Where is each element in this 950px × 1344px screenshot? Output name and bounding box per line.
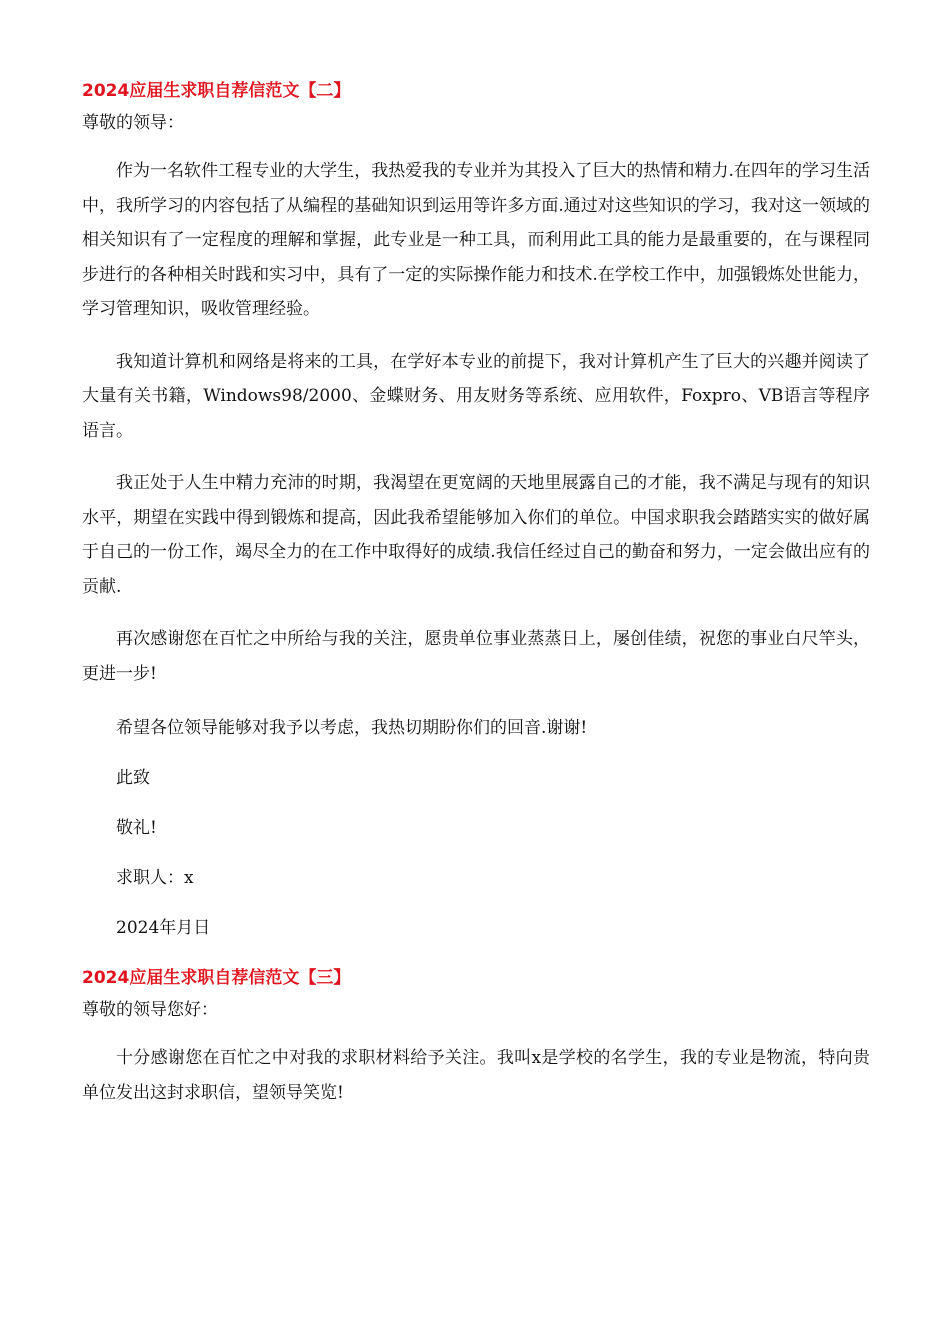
closing-line: 希望各位领导能够对我予以考虑，我热切期盼你们的回音.谢谢!	[116, 718, 588, 738]
date-line: 2024年月日	[116, 918, 211, 938]
closing-line: 敬礼!	[116, 818, 157, 838]
body-paragraph: 我正处于人生中精力充沛的时期，我渴望在更宽阔的天地里展露自己的才能，我不满足与现有的知识水平，期望在实践中得到锻炼和提高，因此我希望能够加入你们的单位。中国求职我会踏踏实实的做好属于自己的一份工作，竭尽全力的在工作中取得好的成绩.我信任经过自己的勤奋和努力，一定会做出应有的贡献.	[82, 473, 870, 597]
body-paragraph: 作为一名软件工程专业的大学生，我热爱我的专业并为其投入了巨大的热情和精力.在四年的学习生活中，我所学习的内容包括了从编程的基础知识到运用等许多方面.通过对这些知识的学习，我对这一领域的相关知识有了一定程度的理解和掌握，此专业是一种工具，而利用此工具的能力是最重要的，在与课程同步进行的各种相关时践和实习中，具有了一定的实际操作能力和技术.在学校工作中，加强锻炼处世能力，学习管理知识，吸收管理经验。	[82, 161, 870, 319]
document-page	[82, 78, 870, 1110]
section-heading: 2024应届生求职自荐信范文【二】	[82, 81, 351, 101]
salutation: 尊敬的领导您好：	[82, 1000, 218, 1020]
body-paragraph: 十分感谢您在百忙之中对我的求职材料给予关注。我叫x是学校的名学生，我的专业是物流，特向贵单位发出这封求职信，望领导笑览!	[82, 1048, 870, 1103]
closing-line: 此致	[116, 768, 150, 788]
signature-line: 求职人：x	[116, 868, 194, 888]
body-paragraph: 再次感谢您在百忙之中所给与我的关注，愿贵单位事业蒸蒸日上，屡创佳绩，祝您的事业白尺竿头，更进一步!	[82, 629, 870, 684]
section-heading: 2024应届生求职自荐信范文【三】	[82, 968, 351, 988]
body-paragraph: 我知道计算机和网络是将来的工具，在学好本专业的前提下，我对计算机产生了巨大的兴趣并阅读了大量有关书籍，Windows98/2000、金蝶财务、用友财务等系统、应用软件，Foxpro、VB语言等程序语言。	[82, 351, 870, 441]
salutation: 尊敬的领导：	[82, 113, 184, 133]
